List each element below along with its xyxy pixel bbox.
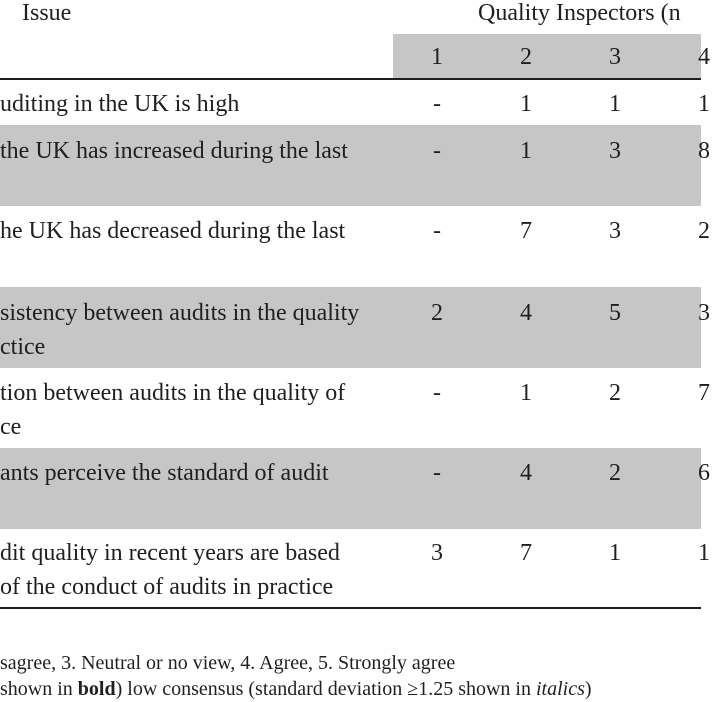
row-6-col-4: 6 <box>698 460 710 486</box>
column-header-2: 2 <box>520 44 532 70</box>
footnote-text-a: shown in <box>0 678 78 700</box>
row-7-col-3: 1 <box>609 540 621 566</box>
issue-text-row-7-line-2: of the conduct of audits in practice <box>0 574 334 600</box>
row-2-col-4: 8 <box>698 138 710 164</box>
column-header-4: 4 <box>698 44 710 70</box>
footnote-bold-word: bold <box>77 678 116 700</box>
row-7-col-2: 7 <box>520 540 532 566</box>
bottom-rule <box>0 607 701 609</box>
row-7-col-1: 3 <box>431 540 443 566</box>
footnote-text-b: ) low consensus (standard deviation ≥1.25 shown in <box>115 678 536 700</box>
issue-text-row-4-line-1: sistency between audits in the quality <box>0 300 360 326</box>
row-4-col-1: 2 <box>431 300 443 326</box>
footnote-consensus <box>0 676 592 702</box>
row-3-col-4: 2 <box>698 218 710 244</box>
issue-text-row-5-line-1: tion between audits in the quality of <box>0 380 346 406</box>
row-2-col-1: - <box>433 138 441 164</box>
row-4-col-4: 3 <box>698 300 710 326</box>
issue-text-row-3: he UK has decreased during the last <box>0 218 346 244</box>
row-1-col-3: 1 <box>609 91 621 117</box>
issue-text-row-7-line-1: dit quality in recent years are based <box>0 540 340 566</box>
column-header-1: 1 <box>431 44 443 70</box>
issue-column-header: Issue <box>22 0 72 26</box>
footnote-scale: sagree, 3. Neutral or no view, 4. Agree, 5. Strongly agree <box>0 652 456 674</box>
row-5-col-4: 7 <box>698 380 710 406</box>
row-6-col-2: 4 <box>520 460 532 486</box>
row-5-col-2: 1 <box>520 380 532 406</box>
issue-text-row-5-line-2: ce <box>0 414 22 440</box>
quality-inspectors-header: Quality Inspectors (n <box>478 0 681 26</box>
row-3-col-2: 7 <box>520 218 532 244</box>
row-3-col-3: 3 <box>609 218 621 244</box>
row-2-col-3: 3 <box>609 138 621 164</box>
footnote-text-c: ) <box>584 678 592 700</box>
issue-text-row-1: uditing in the UK is high <box>0 91 240 117</box>
row-1-col-4: 1 <box>698 91 710 117</box>
row-4-col-2: 4 <box>520 300 532 326</box>
issue-text-row-6: ants perceive the standard of audit <box>0 460 329 486</box>
row-6-col-3: 2 <box>609 460 621 486</box>
row-1-col-1: - <box>433 91 441 117</box>
footnote-italic-word: italics <box>535 678 585 700</box>
row-7-col-4: 1 <box>698 540 710 566</box>
issue-text-row-4-line-2: ctice <box>0 334 46 360</box>
row-3-col-1: - <box>433 218 441 244</box>
row-5-col-3: 2 <box>609 380 621 406</box>
row-4-col-3: 5 <box>609 300 621 326</box>
row-6-col-1: - <box>433 460 441 486</box>
row-2-col-2: 1 <box>520 138 532 164</box>
column-header-3: 3 <box>609 44 621 70</box>
row-5-col-1: - <box>433 380 441 406</box>
issue-text-row-2: the UK has increased during the last <box>0 138 348 164</box>
header-rule <box>0 78 701 80</box>
row-1-col-2: 1 <box>520 91 532 117</box>
